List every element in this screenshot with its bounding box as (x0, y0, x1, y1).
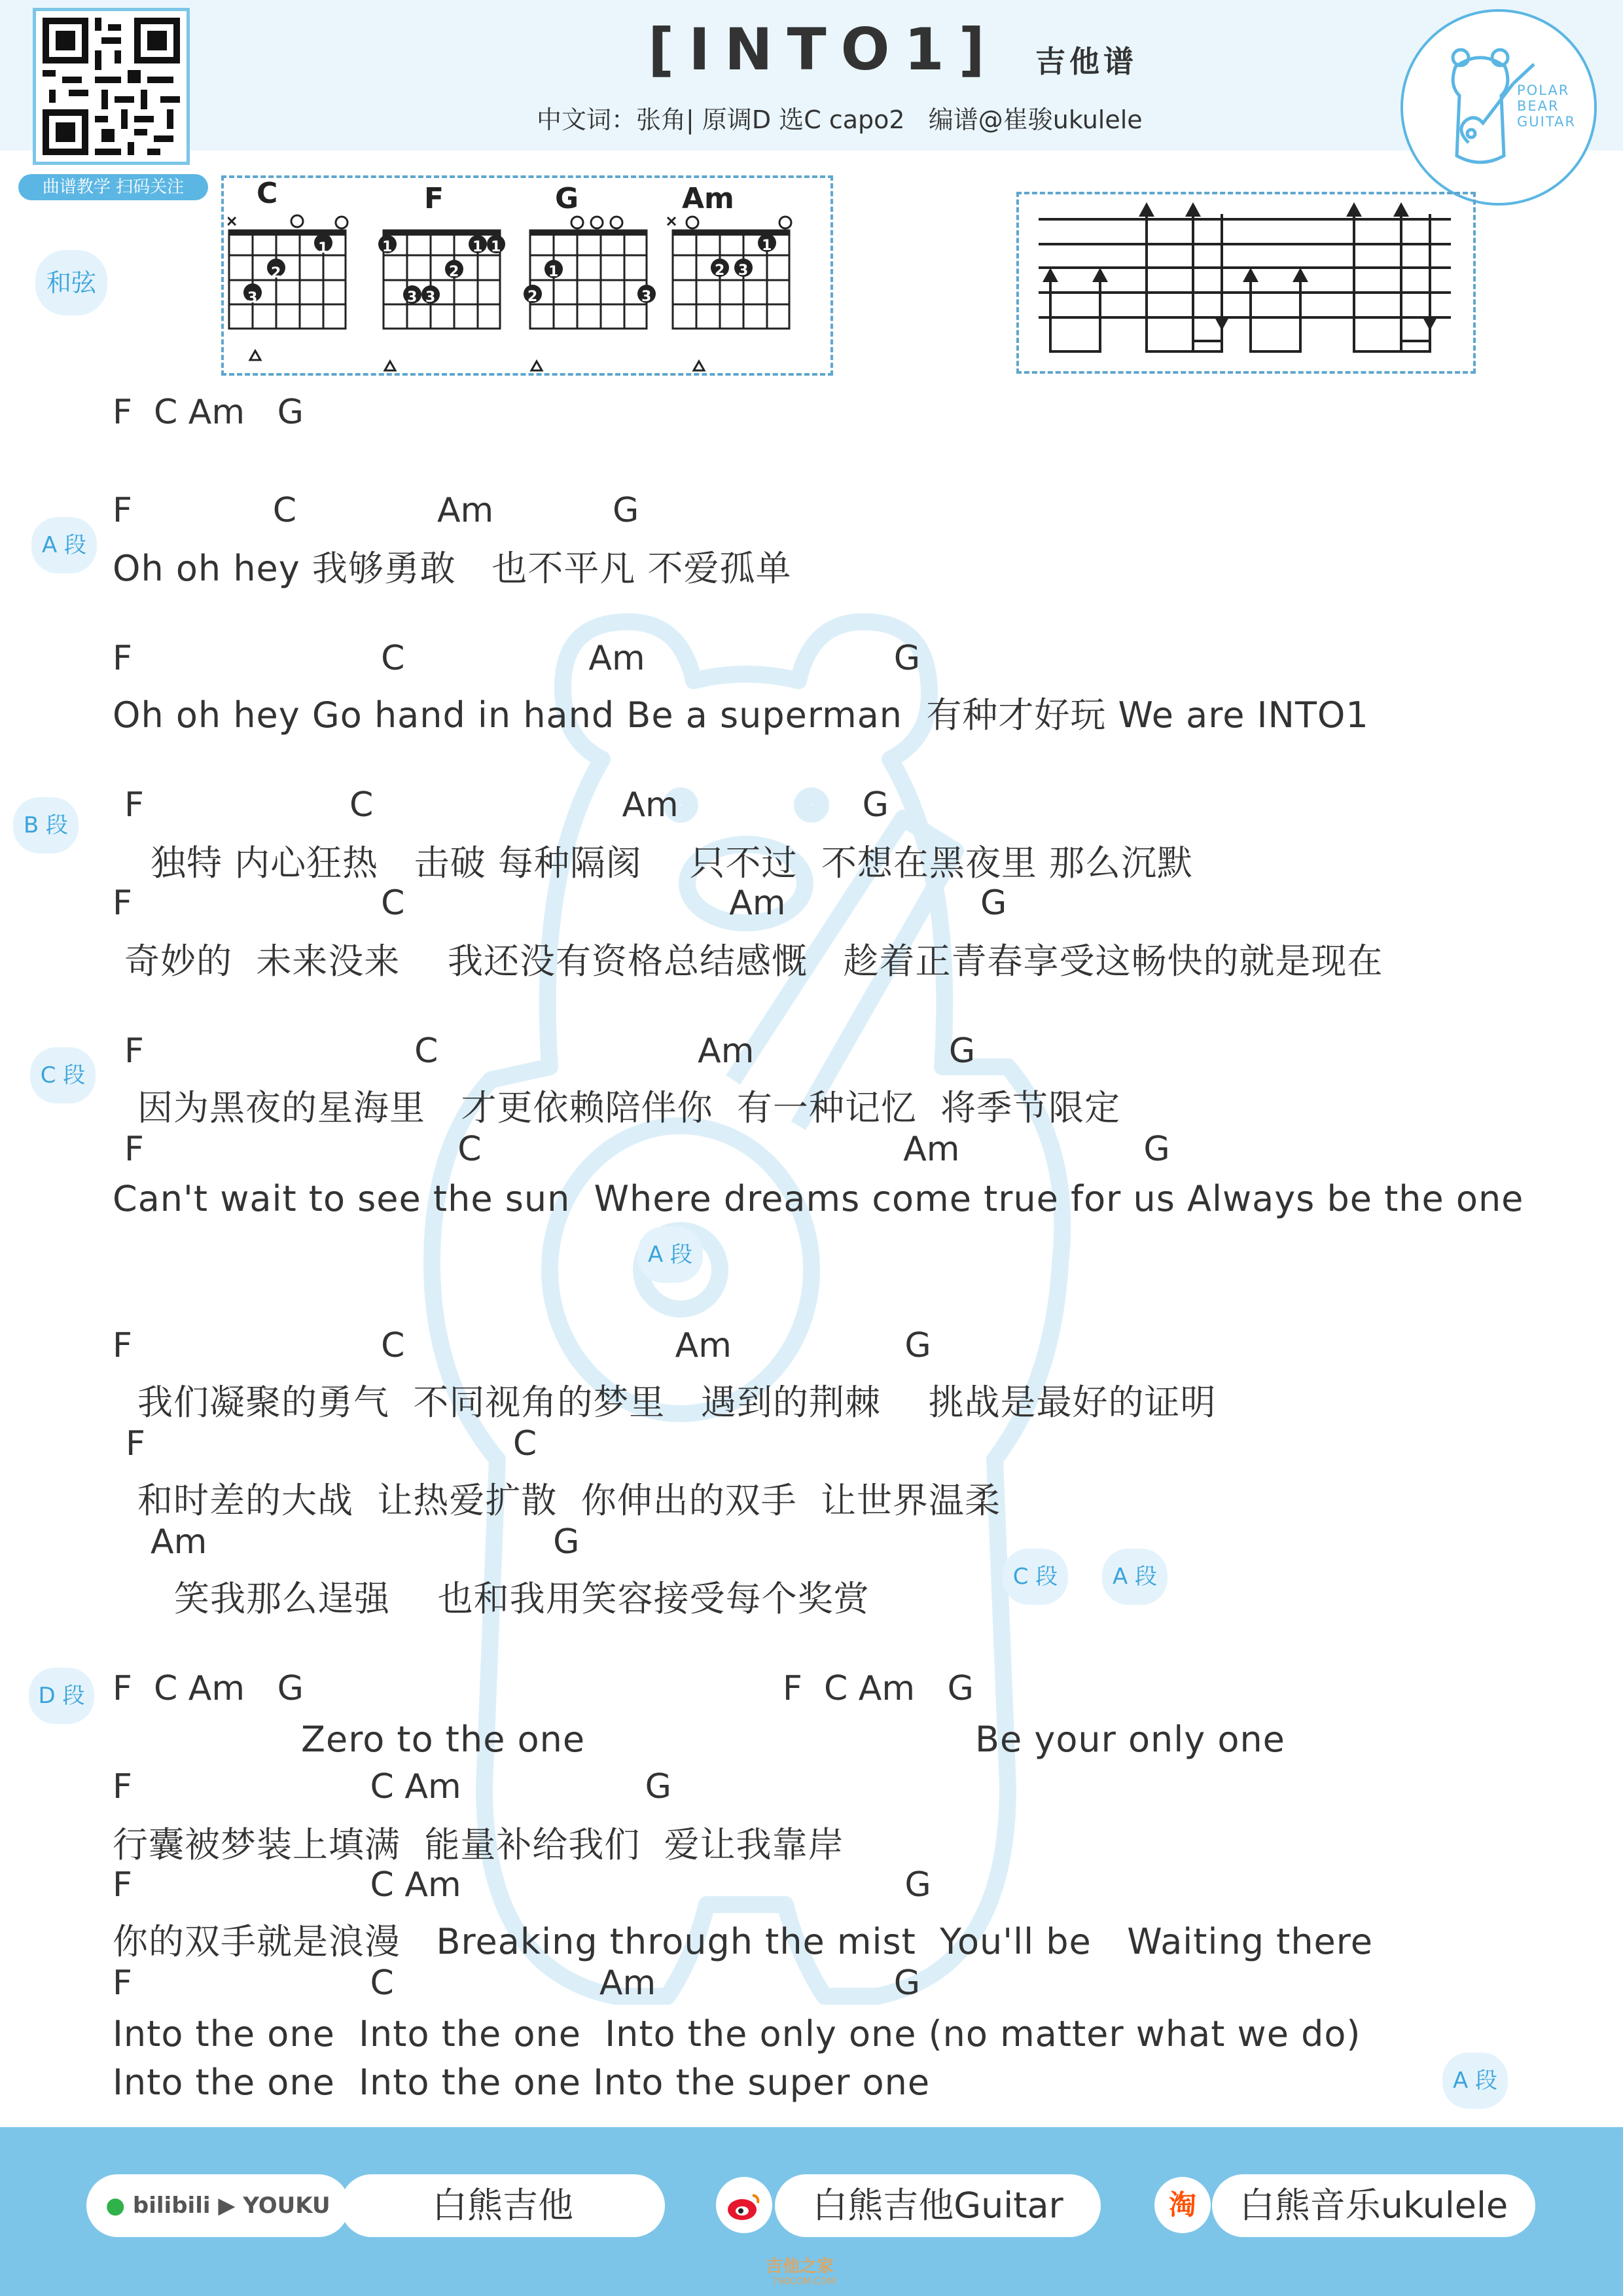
finger-number: 3 (641, 289, 652, 305)
logo-text-line: POLAR (1517, 82, 1570, 98)
finger-number: 1 (473, 239, 483, 255)
lyric-line: 独特 内心狂热 击破 每种隔阂 只不过 不想在黑夜里 那么沉默 (151, 842, 1193, 884)
chord-diagram-c (228, 177, 359, 373)
finger-number: 1 (548, 264, 559, 280)
platforms-label: bilibili ▶ YOUKU (132, 2193, 330, 2219)
lyric-line: 你的双手就是浪漫 Breaking through the mist You'll be Waiting there (113, 1921, 1373, 1962)
platforms-pill[interactable] (86, 2174, 349, 2237)
lyric-line: 奇妙的 未来没来 我还没有资格总结感慨 趁着正青春享受这畅快的就是现在 (124, 941, 1383, 982)
lyric-line: 因为黑夜的星海里 才更依赖陪伴你 有一种记忆 将季节限定 (137, 1087, 1121, 1128)
lyric-line: 和时差的大战 让热爱扩散 你伸出的双手 让世界温柔 (137, 1480, 1001, 1521)
finger-number: 2 (449, 264, 459, 280)
logo-text-line: GUITAR (1517, 114, 1576, 130)
lyric-line: Zero to the one (301, 1719, 586, 1760)
finger-number: 3 (407, 289, 418, 306)
song-credits: 中文词：张角| 原调D 选C capo2 编谱@崔骏ukulele (537, 105, 1143, 134)
finger-number: 1 (318, 240, 329, 257)
chord-diagram-name: F (424, 182, 444, 215)
qr-code-icon (36, 11, 187, 162)
section-badge-d: D 段 (29, 1668, 94, 1724)
chord-line: F C Am G (113, 639, 921, 678)
section-badge-c-repeat: C 段 (1003, 1549, 1068, 1605)
finger-number: 1 (382, 239, 393, 255)
weibo-icon[interactable] (716, 2177, 772, 2233)
taobao-glyph: 淘 (1168, 2189, 1196, 2221)
intro-chords: F C Am G (113, 393, 304, 432)
chord-line: F C Am G (124, 785, 889, 825)
lyric-line: Oh oh hey Go hand in hand Be a superman 有种才好玩 We are INTO1 (113, 694, 1369, 736)
chords-badge: 和弦 (35, 250, 107, 315)
lyric-line: 笑我那么逞强 也和我用笑容接受每个奖赏 (174, 1578, 870, 1619)
section-badge-b: B 段 (13, 797, 79, 853)
chord-line: F C (126, 1424, 537, 1463)
wechat-icon: ● (105, 2193, 126, 2219)
chord-line: F C Am G (113, 491, 639, 530)
section-badge-a: A 段 (31, 517, 97, 573)
chord-line: F C Am G (113, 1767, 671, 1806)
chord-diagram-name: C (257, 177, 278, 210)
fretboard-icon (374, 203, 505, 373)
section-badge-a-repeat: A 段 (1442, 2053, 1508, 2109)
chord-line: Am G (151, 1522, 580, 1562)
site-watermark-url: 798COM.COM (772, 2276, 836, 2287)
chord-diagram-f (374, 177, 505, 373)
lyric-line: Into the one Into the one Into the super one (113, 2062, 931, 2103)
section-badge-a-repeat: A 段 (1102, 1549, 1168, 1605)
channel-weibo[interactable]: 白熊吉他Guitar (775, 2174, 1101, 2237)
fretboard-icon (666, 203, 804, 373)
chord-diagram-g (521, 177, 658, 373)
finger-number: 2 (527, 289, 538, 305)
section-badge-c: C 段 (30, 1047, 96, 1103)
channel-taobao[interactable]: 白熊音乐ukulele (1212, 2174, 1535, 2237)
song-title: [INTO1] (648, 16, 999, 83)
fretboard-icon (228, 203, 359, 373)
chord-line: F C Am G (113, 1865, 931, 1905)
chord-line: F C Am G (113, 1326, 931, 1365)
weibo-glyph-icon (716, 2177, 772, 2233)
section-badge-a-repeat: A 段 (637, 1227, 703, 1283)
logo-text (1517, 82, 1576, 130)
chord-line: F C Am G (783, 1669, 974, 1708)
lyric-line: Into the one Into the one Into the only one (no matter what we do) (113, 2013, 1361, 2054)
finger-number: 2 (271, 265, 281, 281)
lyric-line: 行囊被梦装上填满 能量补给我们 爱让我靠岸 (113, 1824, 844, 1865)
lyric-line: Oh oh hey 我够勇敢 也不平凡 不爱孤单 (113, 548, 792, 589)
finger-number: 3 (738, 262, 749, 279)
lyric-line: Be your only one (975, 1719, 1285, 1760)
finger-number: 1 (762, 238, 772, 254)
strum-pattern-icon (1019, 194, 1473, 371)
channel-baixiong-guitar[interactable]: 白熊吉他 (340, 2174, 665, 2237)
chord-diagram-name: Am (682, 182, 734, 215)
strum-pattern-panel (1016, 192, 1476, 374)
chord-line: F C Am G (113, 884, 1007, 923)
qr-caption: 曲谱教学 扫码关注 (18, 174, 208, 200)
logo-text-line: BEAR (1517, 98, 1560, 114)
chord-line: F C Am G (124, 1130, 1170, 1169)
finger-number: 2 (715, 262, 725, 279)
qr-code[interactable] (33, 8, 190, 165)
finger-number: 3 (247, 290, 258, 306)
lyric-line: 我们凝聚的勇气 不同视角的梦里 遇到的荆棘 挑战是最好的证明 (137, 1382, 1217, 1423)
fretboard-icon (521, 203, 658, 373)
site-watermark: 吉他之家 (766, 2257, 834, 2276)
lyric-line: Can't wait to see the sun Where dreams come true for us Always be the one (113, 1178, 1524, 1219)
chord-diagram-am (666, 177, 804, 373)
song-subtitle: 吉他谱 (1035, 44, 1137, 79)
chord-line: F C Am G (113, 1964, 921, 2003)
chord-diagram-name: G (555, 182, 579, 215)
taobao-icon[interactable] (1154, 2177, 1211, 2233)
finger-number: 3 (425, 289, 436, 306)
chord-line: F C Am G (113, 1669, 304, 1708)
finger-number: 1 (491, 239, 501, 255)
chord-line: F C Am G (124, 1031, 976, 1071)
